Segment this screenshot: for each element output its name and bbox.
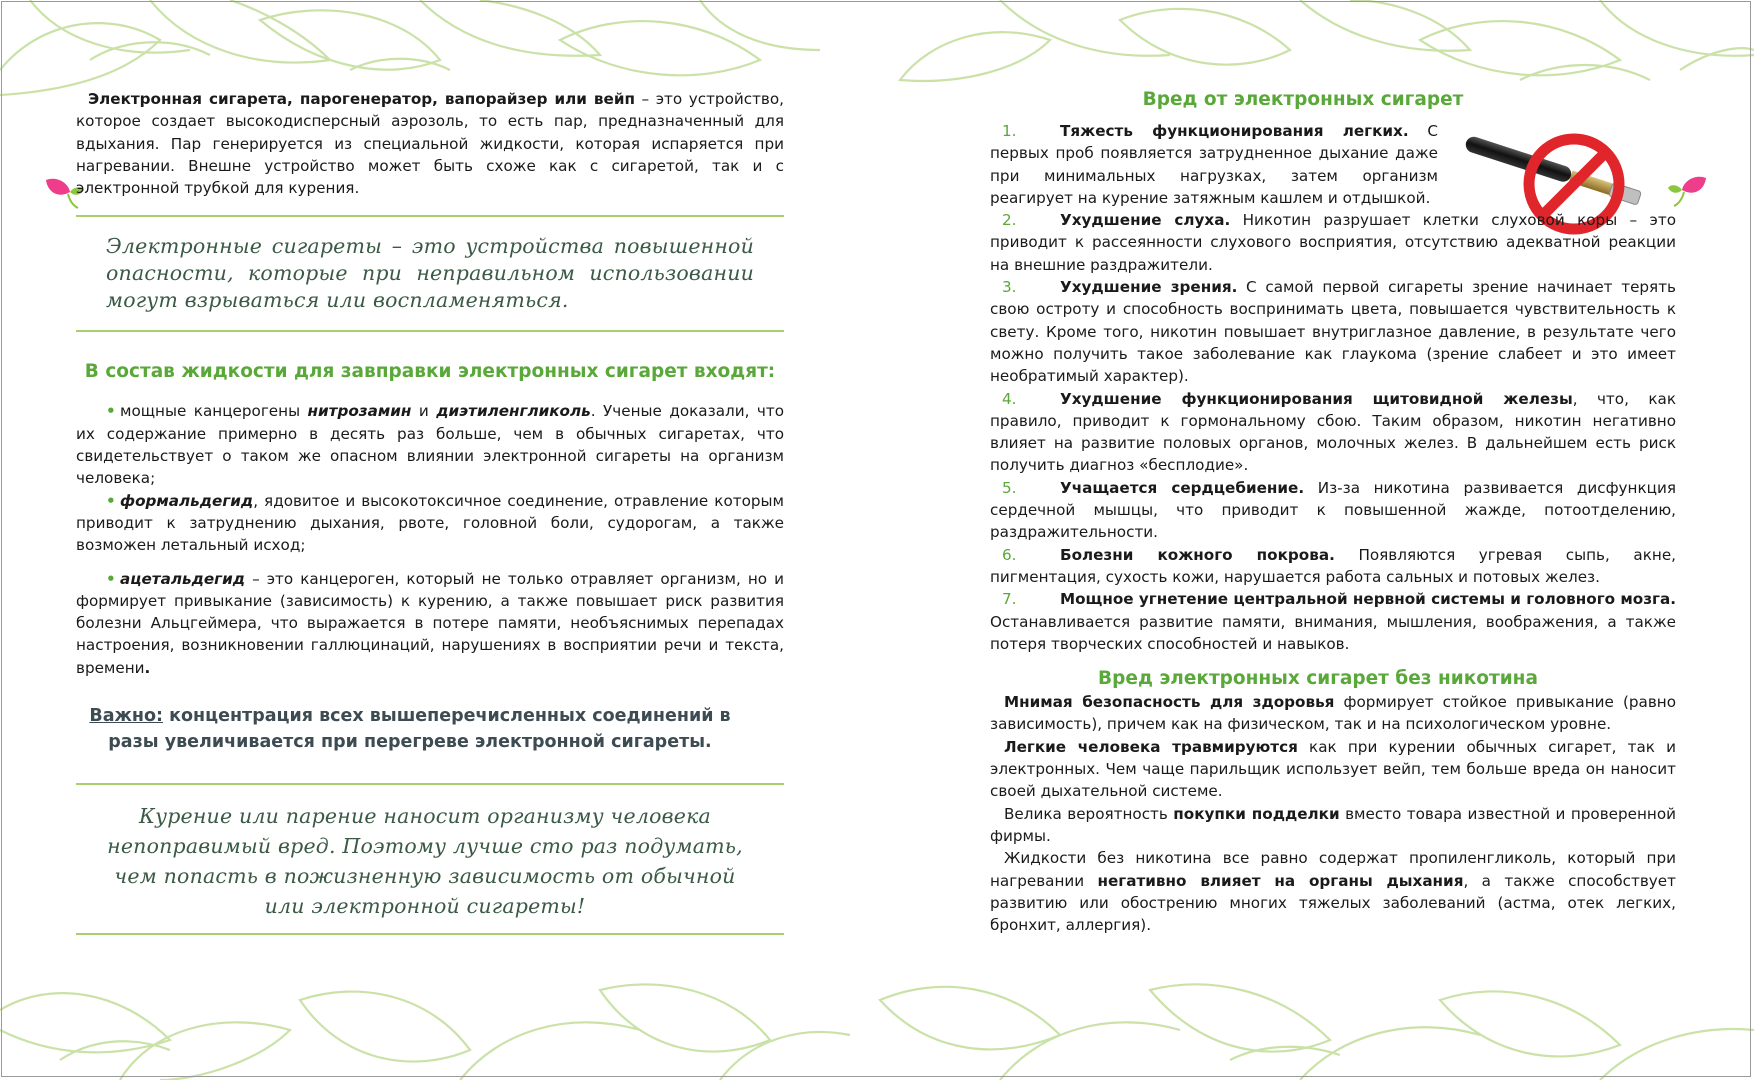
warning-quote: Электронные сигареты – это устройства повышенной опасности, которые при неправильном использовании могут взрываться или воспламеняться.	[106, 234, 754, 313]
closing-quote: Курение или парение наносит организму человека непоправимый вред. Поэтому лучше сто раз подумать, чем попасть в пожизненную зависимость от обычной или электронной сигареты!	[107, 804, 743, 919]
list-item: 3. Ухудшение зрения. С самой первой сигареты зрение начинает терять свою остроту и способность воспринимать цвета, повышается чувствительность к свету. Кроме того, никотин повышает внутриглазное давление, в результате чего можно получить такое заболевание как глаукома (зрение слабеет и это имеет необратимый характер).	[990, 278, 1676, 386]
divider	[76, 330, 784, 332]
bullet-icon: •	[106, 569, 116, 588]
list-item: 6. Болезни кожного покрова. Появляются угревая сыпь, акне, пигментация, сухость кожи, нарушается работа сальных и потовых желез.	[990, 545, 1676, 586]
harm-heading: Вред от электронных сигарет	[1142, 89, 1464, 110]
harm-list	[990, 120, 1676, 655]
list-item: 5. Учащается сердцебиение. Из-за никотина развивается дисфункция сердечной мышцы, что приводит к повышенной жажде, потоотделению, раздражительности.	[990, 478, 1676, 542]
divider	[76, 215, 784, 217]
composition-heading: В состав жидкости для завправки электронных сигарет входят:	[84, 361, 776, 383]
bullet-icon: •	[106, 491, 116, 510]
paragraph: Легкие человека травмируются как при курении обычных сигарет, так и электронных. Чем чаще парильщик использует вейп, тем больше вреда он наносит своей дыхательной системе.	[990, 737, 1676, 801]
list-item: • ацетальдегид – это канцероген, который не только отравляет организм, но и формирует привыкание (зависимость) к курению, а также повышает риск развития болезни Альцгеймера, что выражается в потере памяти, необъяснимых перепадах настроения, возникновении галлюцинаций, нарушениях в восприятии речи и текста, времени.	[76, 569, 784, 677]
intro-lead: Электронная сигарета, парогенератор, вапорайзер или вейп	[88, 90, 635, 108]
intro-paragraph	[76, 88, 784, 199]
bullet-icon: •	[106, 402, 116, 421]
important-note	[76, 703, 744, 755]
intro-text: – это устройство, которое создает высокодисперсный аэрозоль, то есть пар, предназначенный для вдыхания. Пар генерируется из специальной жидкости, которая испаряется при нагревании. Внешне устройство может быть схоже как с сигаретой, так и с электронной трубкой для курения.	[76, 90, 784, 198]
list-item: 1. Тяжесть функционирования легких. С первых проб появляется затрудненное дыхание даже при минимальных нагрузках, затем организм реагирует на курение затяжным кашлем и отдышкой.	[990, 122, 1438, 207]
nonicotine-heading: Вред электронных сигарет без никотина	[1098, 668, 1538, 690]
important-text: концентрация всех вышеперечисленных соединений в разы увеличивается при перегреве электронной сигареты.	[108, 706, 731, 753]
list-item: • мощные канцерогены нитрозамин и диэтиленгликоль. Ученые доказали, что их содержание примерно в десять раз больше, чем в обычных сигаретах, что свидетельствует о таком же опасном влиянии электронной сигареты на организм человека;	[76, 402, 784, 488]
list-item: 7. Мощное угнетение центральной нервной системы и головного мозга. Останавливается развитие памяти, внимания, мышления, воображения, а также потеря творческих способностей и навыков.	[990, 590, 1676, 653]
important-label: Важно:	[89, 706, 164, 727]
list-item: • формальдегид, ядовитое и высокотоксичное соединение, отравление которым приводит к затруднению дыхания, рвоте, головной боли, судорогам, а также возможен летальный исход;	[76, 491, 784, 555]
paragraph: Мнимая безопасность для здоровья формирует стойкое привыкание (равно зависимость), причем как на физическом, так и на психологическом уровне.	[990, 693, 1676, 734]
paragraph: Жидкости без никотина все равно содержат пропиленгликоль, который при нагревании негативно влияет на органы дыхания, а также способствует развитию или обострению многих тяжелых заболеваний (астма, отек легких, бронхит, аллергия).	[990, 849, 1676, 935]
list-item: 2. Ухудшение слуха. Никотин разрушает клетки слуховой коры – это приводит к рассеянности слухового восприятия, отсутствию адекватной реакции на внешние раздражители.	[990, 211, 1676, 274]
right-column	[990, 88, 1676, 936]
divider	[76, 783, 784, 785]
list-item: 4. Ухудшение функционирования щитовидной железы, что, как правило, приводит к гормональному сбою. Таким образом, никотин негативно влияет на развитие половых органов, молочных желез. В дальнейшем есть риск получить диагноз «бесплодие».	[990, 389, 1676, 475]
left-column	[76, 88, 784, 935]
divider	[76, 933, 784, 935]
paragraph: Велика вероятность покупки подделки вместо товара известной и проверенной фирмы.	[990, 804, 1676, 845]
